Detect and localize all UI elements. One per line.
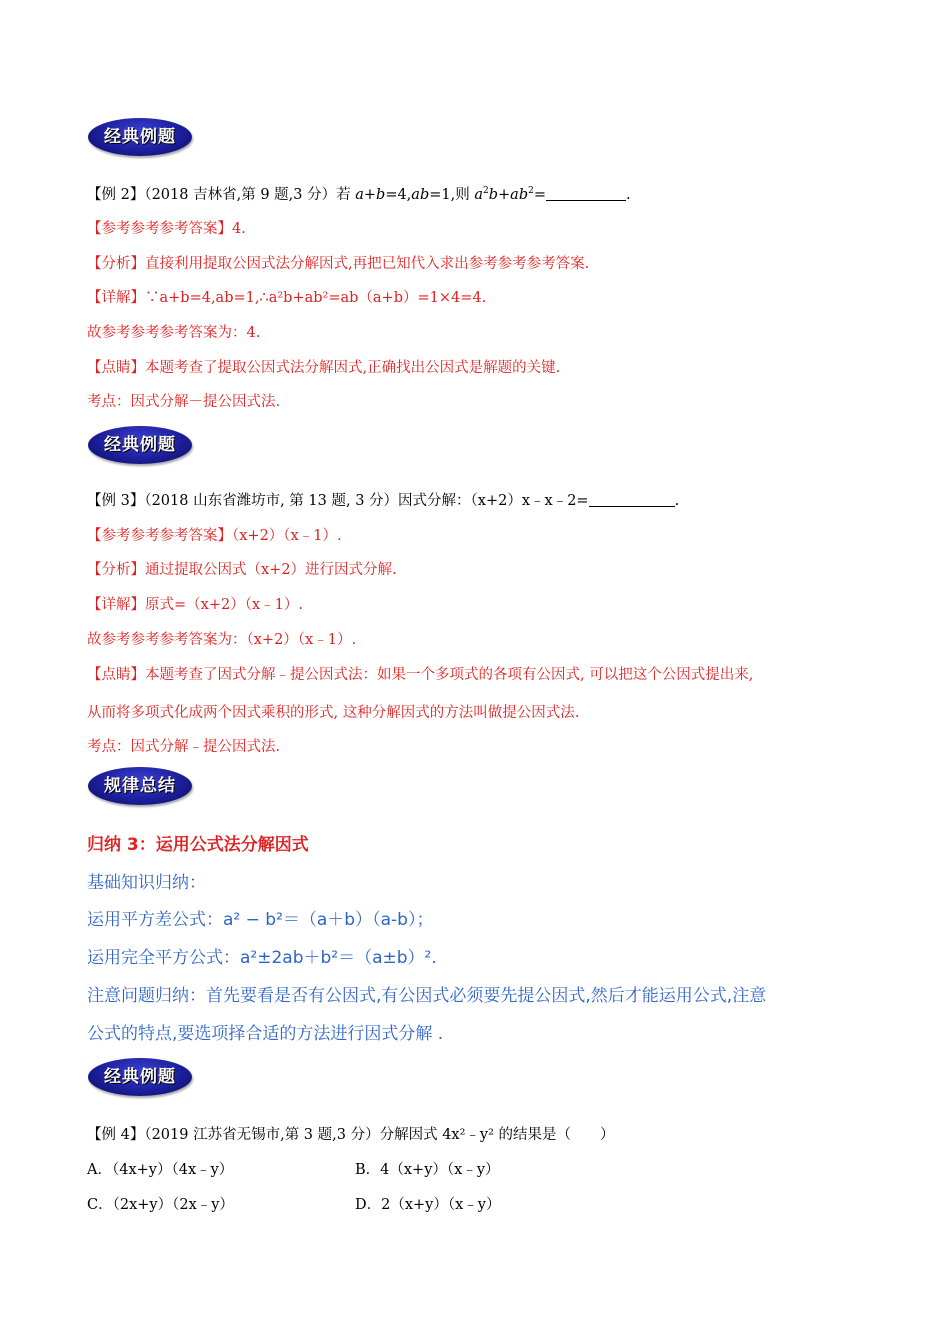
option-c[interactable]: C．（2x+y）（2x﹣y）	[87, 1197, 234, 1213]
example-3-question	[87, 489, 679, 510]
ex2-sup2: 2	[528, 186, 534, 197]
ex2-var-a2: a	[474, 187, 483, 203]
example-4-question: 【例 4】（2019 江苏省无锡市,第 3 题,3 分）分解因式 4x²﹣y² 的结果是（ ）	[87, 1127, 615, 1143]
option-a[interactable]: A．（4x+y）（4x﹣y）	[87, 1162, 234, 1178]
ex2-eq3: =	[533, 187, 546, 203]
ex3-question-text: 【例 3】（2018 山东省潍坊市, 第 13 题, 3 分）因式分解：（x+2）x﹣x﹣2=	[87, 493, 589, 509]
example-2-comment: 【点睛】本题考查了提取公因式法分解因式,正确找出公因式是解题的关键.	[87, 360, 561, 376]
summary-note-2: 公式的特点,要选项择合适的方法进行因式分解 .	[87, 1024, 444, 1044]
ex2-plus: +	[363, 187, 377, 203]
ex2-var-b2: b	[488, 187, 499, 203]
example-3-detail: 【详解】原式=（x+2）（x﹣1）.	[87, 597, 303, 613]
answer-blank[interactable]	[546, 186, 626, 201]
ex2-eq2: =1,则	[429, 187, 475, 203]
example-2-so: 故参考参考参考答案为：4.	[87, 325, 261, 341]
option-d[interactable]: D．2（x+y）（x﹣y）	[355, 1197, 501, 1213]
ex2-var-ab2: ab	[510, 187, 529, 203]
example-3-comment-2: 从而将多项式化成两个因式乘积的形式, 这种分解因式的方法叫做提公因式法.	[87, 705, 580, 721]
ex2-eq1: =4,	[385, 187, 412, 203]
summary-basic: 基础知识归纳：	[87, 873, 206, 893]
ex2-sup: 2	[482, 186, 489, 197]
option-b[interactable]: B．4（x+y）（x﹣y）	[355, 1162, 500, 1178]
ex2-var-a: a	[355, 187, 364, 203]
ex2-var-ab: ab	[411, 187, 430, 203]
summary-difference-of-squares: 运用平方差公式：a² − b²＝（a＋b）（a-b）；	[87, 910, 434, 930]
summary-perfect-square: 运用完全平方公式：a²±2ab＋b²＝（a±b）².	[87, 948, 437, 968]
ex2-question-prefix: 【例 2】（2018 吉林省,第 9 题,3 分）若	[87, 187, 356, 203]
summary-note-1: 注意问题归纳：首先要看是否有公因式,有公因式必须要先提公因式,然后才能运用公式,注意	[87, 986, 767, 1006]
example-badge-2: 经典例题	[88, 426, 192, 464]
example-2-detail: 【详解】∵a+b=4,ab=1,∴a²b+ab²=ab（a+b）=1×4=4.	[87, 290, 487, 306]
example-3-comment-1: 【点睛】本题考查了因式分解﹣提公因式法：如果一个多项式的各项有公因式, 可以把这个公因式提出来,	[87, 667, 754, 683]
ex3-end: .	[674, 493, 680, 509]
summary-badge: 规律总结	[88, 767, 192, 805]
example-badge-1: 经典例题	[88, 118, 192, 156]
summary-heading: 归纳 3：运用公式法分解因式	[87, 835, 309, 855]
example-2-point: 考点：因式分解－提公因式法.	[87, 394, 281, 410]
example-2-answer: 【参考参考参考答案】4.	[87, 221, 246, 237]
ex2-var-b: b	[376, 187, 386, 203]
example-3-analysis: 【分析】通过提取公因式（x+2）进行因式分解.	[87, 562, 397, 578]
ex2-end: .	[626, 187, 631, 203]
example-badge-3: 经典例题	[88, 1058, 192, 1096]
example-2-analysis: 【分析】直接利用提取公因式法分解因式,再把已知代入求出参考参考参考答案.	[87, 256, 590, 272]
example-2-question	[87, 183, 631, 204]
example-3-answer: 【参考参考参考答案】（x+2）（x﹣1）.	[87, 528, 342, 544]
answer-blank[interactable]	[589, 492, 675, 507]
ex2-plus2: +	[498, 187, 511, 203]
example-3-so: 故参考参考参考答案为：（x+2）（x﹣1）.	[87, 632, 357, 648]
example-3-point: 考点：因式分解﹣提公因式法.	[87, 739, 281, 755]
